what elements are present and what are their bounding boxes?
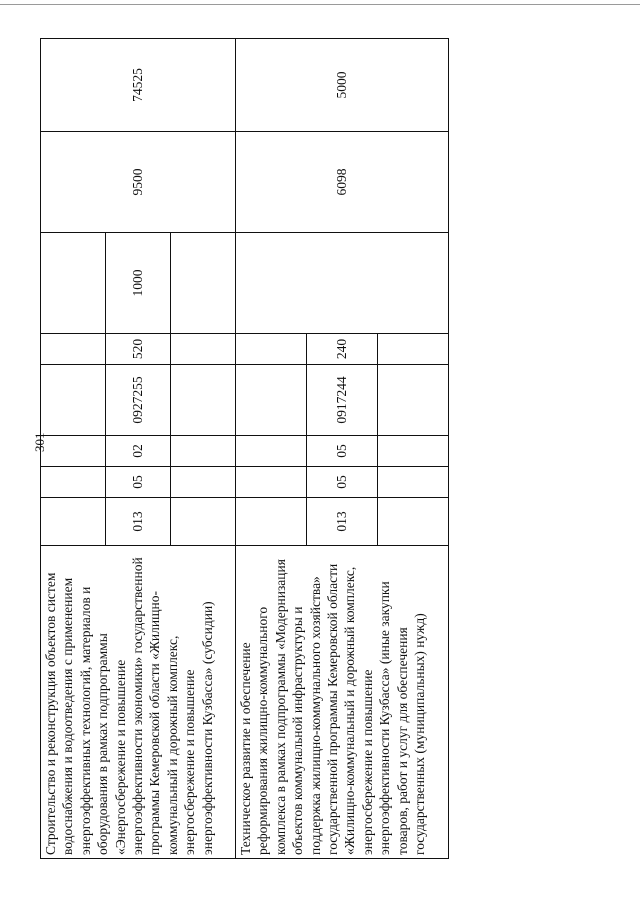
target-code: 0917244 [236, 365, 449, 436]
section-code: 05 [41, 467, 236, 498]
target-code: 0927255 [41, 365, 236, 436]
ministry-code: 013 [41, 498, 236, 546]
subsection-code: 05 [236, 436, 449, 467]
amount-1: 1000 [41, 233, 236, 334]
section-code: 05 [236, 467, 449, 498]
table-row [41, 39, 236, 859]
amount-3: 74525 [41, 39, 236, 132]
amount-2: 6098 [236, 132, 449, 233]
page-number: 301 [32, 432, 47, 452]
amount-1 [236, 233, 449, 334]
ministry-code: 013 [236, 498, 449, 546]
table-row [236, 39, 449, 859]
top-rule [0, 4, 640, 5]
row-name: Строительство и реконструкция объектов систем водоснабжения и водоотведения с применением энергоэффективных технологий, материалов и оборудования в рамках подпрограммы «Энергосбережение и повышение энергоэффективности экономики» государственной программы Кемеровской области «Жилищно-коммунальный и дорожный комплекс, энергосбережение и повышение энергоэффективности Кузбасса» (субсидии) [41, 546, 236, 859]
expense-type-code: 520 [41, 334, 236, 365]
budget-table [40, 38, 449, 859]
rotated-table-wrapper [40, 39, 448, 859]
subsection-code: 02 [41, 436, 236, 467]
row-name: Техническое развитие и обеспечение реформирования жилищно-коммунального комплекса в рамках подпрограммы «Модернизация объектов коммунальной инфраструктуры и поддержка жилищно-коммунального хозяйства» государственной программы Кемеровской области «Жилищно-коммунальный и дорожный комплекс, энергосбережение и повышение энергоэффективности Кузбасса» (иные закупки товаров, работ и услуг для обеспечения государственных (муниципальных) нужд) [236, 546, 449, 859]
amount-3: 5000 [236, 39, 449, 132]
amount-2: 9500 [41, 132, 236, 233]
expense-type-code: 240 [236, 334, 449, 365]
